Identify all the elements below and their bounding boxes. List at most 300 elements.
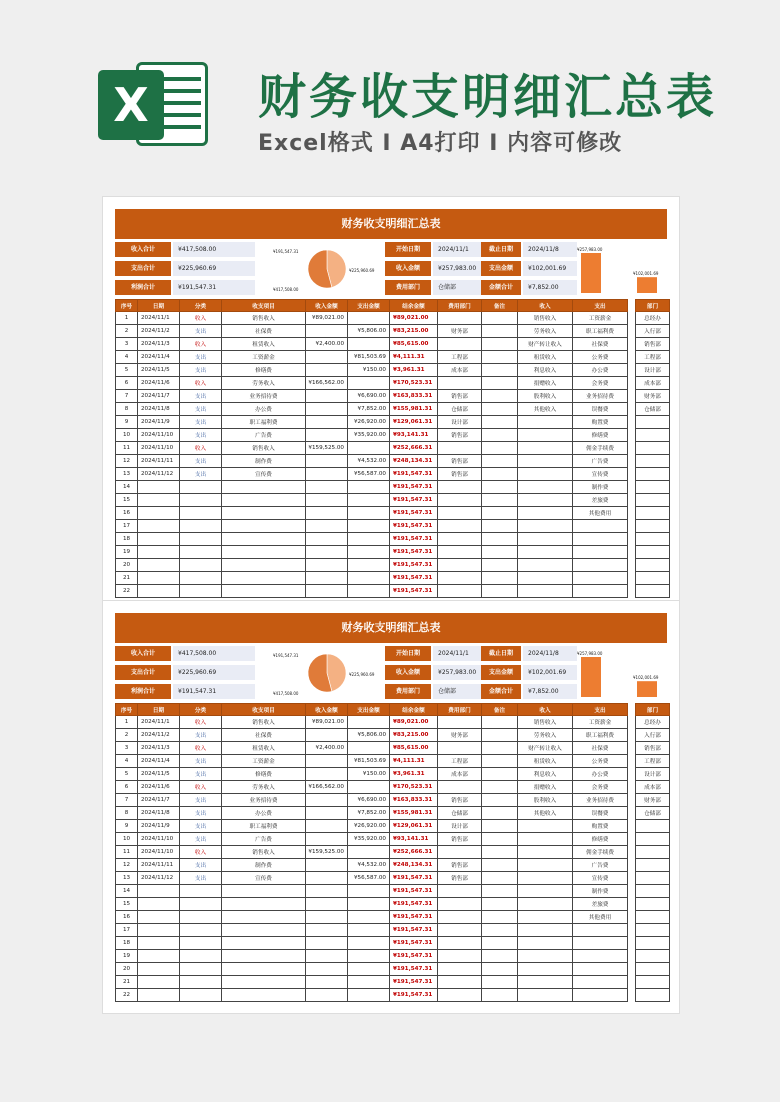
income-item-cell[interactable]: 财产转让收入 (518, 338, 573, 351)
cell-department[interactable] (438, 559, 482, 572)
department-cell[interactable] (636, 989, 670, 1002)
cell-index[interactable]: 3 (116, 338, 138, 351)
cell-item[interactable] (222, 989, 306, 1002)
cell-balance[interactable]: ¥191,547.31 (390, 507, 438, 520)
cell-balance[interactable]: ¥93,141.31 (390, 429, 438, 442)
expense-item-cell[interactable] (573, 546, 628, 559)
income-item-cell[interactable]: 其他收入 (518, 807, 573, 820)
cell-item[interactable] (222, 520, 306, 533)
expense-item-cell[interactable]: 公务费 (573, 755, 628, 768)
cell-date[interactable] (138, 937, 180, 950)
cell-item[interactable]: 修缮费 (222, 364, 306, 377)
expense-item-cell[interactable]: 购置费 (573, 820, 628, 833)
department-cell[interactable] (636, 494, 670, 507)
cell-balance[interactable]: ¥191,547.31 (390, 559, 438, 572)
department-cell[interactable]: 成本部 (636, 781, 670, 794)
cell-balance[interactable]: ¥155,981.31 (390, 807, 438, 820)
cell-balance[interactable]: ¥191,547.31 (390, 494, 438, 507)
cell-balance[interactable]: ¥248,134.31 (390, 859, 438, 872)
income-item-cell[interactable] (518, 963, 573, 976)
cell-balance[interactable]: ¥191,547.31 (390, 989, 438, 1002)
cell-balance[interactable]: ¥85,615.00 (390, 742, 438, 755)
cell-index[interactable]: 4 (116, 755, 138, 768)
cell-item[interactable]: 社保费 (222, 729, 306, 742)
cell-index[interactable]: 20 (116, 963, 138, 976)
cell-expense[interactable] (348, 950, 390, 963)
cell-index[interactable]: 1 (116, 312, 138, 325)
cell-expense[interactable]: ¥26,920.00 (348, 416, 390, 429)
cell-department[interactable] (438, 377, 482, 390)
income-item-cell[interactable] (518, 911, 573, 924)
income-item-cell[interactable] (518, 937, 573, 950)
cell-income[interactable] (306, 533, 348, 546)
cell-income[interactable] (306, 937, 348, 950)
cell-balance[interactable]: ¥3,961.31 (390, 768, 438, 781)
cell-income[interactable] (306, 416, 348, 429)
cell-date[interactable] (138, 989, 180, 1002)
cell-date[interactable]: 2024/11/6 (138, 377, 180, 390)
cell-expense[interactable]: ¥4,532.00 (348, 455, 390, 468)
cell-item[interactable] (222, 885, 306, 898)
cell-remark[interactable] (482, 507, 518, 520)
expense-item-cell[interactable] (573, 585, 628, 598)
expense-item-cell[interactable] (573, 533, 628, 546)
cell-category[interactable] (180, 976, 222, 989)
cell-balance[interactable]: ¥248,134.31 (390, 455, 438, 468)
cell-expense[interactable] (348, 781, 390, 794)
cell-income[interactable] (306, 520, 348, 533)
cell-income[interactable] (306, 325, 348, 338)
cell-item[interactable] (222, 911, 306, 924)
cell-date[interactable] (138, 898, 180, 911)
cell-index[interactable]: 6 (116, 781, 138, 794)
expense-item-cell[interactable] (573, 520, 628, 533)
cell-item[interactable]: 办公费 (222, 807, 306, 820)
cell-department[interactable] (438, 742, 482, 755)
cell-remark[interactable] (482, 559, 518, 572)
cell-department[interactable]: 工程部 (438, 755, 482, 768)
cell-remark[interactable] (482, 533, 518, 546)
cell-remark[interactable] (482, 768, 518, 781)
cell-income[interactable]: ¥166,562.00 (306, 377, 348, 390)
start-date-value[interactable]: 2024/11/1 (433, 646, 487, 661)
cell-item[interactable]: 劳务收入 (222, 377, 306, 390)
cell-index[interactable]: 21 (116, 976, 138, 989)
cell-balance[interactable]: ¥85,615.00 (390, 338, 438, 351)
cell-category[interactable]: 支出 (180, 820, 222, 833)
cell-expense[interactable] (348, 312, 390, 325)
amount-total-value[interactable]: ¥7,852.00 (523, 684, 577, 699)
cell-index[interactable]: 10 (116, 833, 138, 846)
department-cell[interactable] (636, 429, 670, 442)
department-cell[interactable] (636, 481, 670, 494)
cell-expense[interactable]: ¥56,587.00 (348, 872, 390, 885)
cell-item[interactable]: 销售收入 (222, 846, 306, 859)
expense-total-value[interactable]: ¥225,960.69 (173, 261, 255, 276)
cell-remark[interactable] (482, 585, 518, 598)
cell-department[interactable] (438, 989, 482, 1002)
income-item-cell[interactable]: 劳务收入 (518, 325, 573, 338)
cell-expense[interactable] (348, 442, 390, 455)
cell-index[interactable]: 22 (116, 989, 138, 1002)
cell-date[interactable] (138, 976, 180, 989)
expense-item-cell[interactable]: 广告费 (573, 859, 628, 872)
start-date-value[interactable]: 2024/11/1 (433, 242, 487, 257)
cell-category[interactable]: 支出 (180, 872, 222, 885)
cell-category[interactable]: 收入 (180, 781, 222, 794)
cell-category[interactable]: 收入 (180, 338, 222, 351)
cell-balance[interactable]: ¥83,215.00 (390, 325, 438, 338)
cell-item[interactable]: 销售收入 (222, 442, 306, 455)
cell-item[interactable] (222, 481, 306, 494)
cell-balance[interactable]: ¥191,547.31 (390, 546, 438, 559)
cell-date[interactable]: 2024/11/8 (138, 807, 180, 820)
cell-item[interactable] (222, 976, 306, 989)
cell-remark[interactable] (482, 403, 518, 416)
cell-date[interactable] (138, 572, 180, 585)
cell-item[interactable]: 制作费 (222, 455, 306, 468)
cell-category[interactable] (180, 546, 222, 559)
expense-item-cell[interactable]: 公务费 (573, 351, 628, 364)
cell-category[interactable]: 支出 (180, 807, 222, 820)
cell-item[interactable]: 工资薪金 (222, 755, 306, 768)
cell-remark[interactable] (482, 794, 518, 807)
cell-category[interactable] (180, 911, 222, 924)
cell-remark[interactable] (482, 494, 518, 507)
cell-remark[interactable] (482, 325, 518, 338)
cell-balance[interactable]: ¥155,981.31 (390, 403, 438, 416)
cell-income[interactable]: ¥159,525.00 (306, 442, 348, 455)
income-item-cell[interactable] (518, 585, 573, 598)
cell-expense[interactable]: ¥5,806.00 (348, 325, 390, 338)
income-item-cell[interactable]: 财产转让收入 (518, 742, 573, 755)
cell-item[interactable] (222, 559, 306, 572)
cell-date[interactable] (138, 963, 180, 976)
income-item-cell[interactable] (518, 846, 573, 859)
cell-category[interactable]: 收入 (180, 846, 222, 859)
expense-dept-value[interactable]: 仓储部 (433, 280, 487, 295)
cell-item[interactable] (222, 924, 306, 937)
cell-remark[interactable] (482, 911, 518, 924)
expense-item-cell[interactable] (573, 559, 628, 572)
cell-income[interactable] (306, 403, 348, 416)
cell-date[interactable]: 2024/11/7 (138, 794, 180, 807)
income-item-cell[interactable] (518, 833, 573, 846)
cell-index[interactable]: 17 (116, 520, 138, 533)
department-cell[interactable]: 工程部 (636, 351, 670, 364)
cell-balance[interactable]: ¥191,547.31 (390, 520, 438, 533)
cell-category[interactable]: 支出 (180, 390, 222, 403)
expense-item-cell[interactable]: 宣传费 (573, 872, 628, 885)
cell-index[interactable]: 1 (116, 716, 138, 729)
cell-index[interactable]: 20 (116, 559, 138, 572)
cell-item[interactable]: 修缮费 (222, 768, 306, 781)
amount-total-value[interactable]: ¥7,852.00 (523, 280, 577, 295)
cell-index[interactable]: 6 (116, 377, 138, 390)
department-cell[interactable]: 销售部 (636, 338, 670, 351)
expense-item-cell[interactable]: 修缮费 (573, 429, 628, 442)
cell-category[interactable] (180, 950, 222, 963)
cell-remark[interactable] (482, 312, 518, 325)
cell-remark[interactable] (482, 729, 518, 742)
cell-remark[interactable] (482, 807, 518, 820)
cell-income[interactable] (306, 729, 348, 742)
cell-department[interactable]: 销售部 (438, 833, 482, 846)
expense-item-cell[interactable] (573, 924, 628, 937)
cell-income[interactable] (306, 559, 348, 572)
cell-category[interactable]: 支出 (180, 755, 222, 768)
cell-item[interactable]: 职工福利费 (222, 820, 306, 833)
expense-item-cell[interactable]: 宣传费 (573, 468, 628, 481)
department-cell[interactable] (636, 924, 670, 937)
cell-category[interactable] (180, 585, 222, 598)
income-item-cell[interactable] (518, 924, 573, 937)
cell-category[interactable]: 支出 (180, 403, 222, 416)
expense-amount-value[interactable]: ¥102,001.69 (523, 261, 577, 276)
cell-balance[interactable]: ¥129,061.31 (390, 820, 438, 833)
cell-date[interactable]: 2024/11/12 (138, 468, 180, 481)
expense-item-cell[interactable]: 办公费 (573, 364, 628, 377)
income-item-cell[interactable] (518, 533, 573, 546)
income-item-cell[interactable] (518, 885, 573, 898)
cell-date[interactable]: 2024/11/3 (138, 338, 180, 351)
income-item-cell[interactable] (518, 546, 573, 559)
cell-expense[interactable] (348, 559, 390, 572)
cell-remark[interactable] (482, 716, 518, 729)
income-item-cell[interactable]: 销售收入 (518, 716, 573, 729)
cell-remark[interactable] (482, 833, 518, 846)
expense-item-cell[interactable]: 差旅费 (573, 494, 628, 507)
cell-item[interactable] (222, 950, 306, 963)
cell-income[interactable] (306, 950, 348, 963)
cell-balance[interactable]: ¥163,833.31 (390, 794, 438, 807)
cell-expense[interactable] (348, 976, 390, 989)
cell-category[interactable]: 支出 (180, 429, 222, 442)
cell-expense[interactable] (348, 572, 390, 585)
expense-item-cell[interactable]: 办公费 (573, 768, 628, 781)
income-item-cell[interactable]: 股利收入 (518, 794, 573, 807)
cell-income[interactable] (306, 794, 348, 807)
cell-category[interactable] (180, 898, 222, 911)
cell-category[interactable] (180, 885, 222, 898)
income-item-cell[interactable] (518, 898, 573, 911)
cell-category[interactable] (180, 507, 222, 520)
cell-date[interactable]: 2024/11/7 (138, 390, 180, 403)
cell-index[interactable]: 15 (116, 494, 138, 507)
department-cell[interactable] (636, 546, 670, 559)
cell-item[interactable]: 办公费 (222, 403, 306, 416)
cell-department[interactable] (438, 312, 482, 325)
department-cell[interactable]: 设计部 (636, 768, 670, 781)
cell-remark[interactable] (482, 937, 518, 950)
cell-index[interactable]: 3 (116, 742, 138, 755)
cell-remark[interactable] (482, 924, 518, 937)
cell-balance[interactable]: ¥191,547.31 (390, 468, 438, 481)
cell-department[interactable] (438, 338, 482, 351)
department-cell[interactable] (636, 455, 670, 468)
cell-department[interactable] (438, 481, 482, 494)
cell-expense[interactable]: ¥35,920.00 (348, 429, 390, 442)
cell-department[interactable] (438, 976, 482, 989)
cell-expense[interactable] (348, 885, 390, 898)
cell-date[interactable]: 2024/11/10 (138, 833, 180, 846)
cell-remark[interactable] (482, 390, 518, 403)
cell-date[interactable]: 2024/11/11 (138, 859, 180, 872)
department-cell[interactable] (636, 911, 670, 924)
cell-item[interactable] (222, 546, 306, 559)
cell-index[interactable]: 11 (116, 846, 138, 859)
expense-item-cell[interactable]: 修缮费 (573, 833, 628, 846)
cell-department[interactable] (438, 546, 482, 559)
cell-item[interactable]: 业务招待费 (222, 390, 306, 403)
cell-date[interactable] (138, 507, 180, 520)
cell-index[interactable]: 17 (116, 924, 138, 937)
cell-category[interactable]: 支出 (180, 455, 222, 468)
cell-expense[interactable] (348, 520, 390, 533)
cell-date[interactable]: 2024/11/2 (138, 325, 180, 338)
cell-balance[interactable]: ¥191,547.31 (390, 924, 438, 937)
cell-department[interactable]: 销售部 (438, 872, 482, 885)
expense-item-cell[interactable]: 社保费 (573, 742, 628, 755)
cell-category[interactable] (180, 494, 222, 507)
cell-department[interactable]: 销售部 (438, 390, 482, 403)
cell-income[interactable] (306, 807, 348, 820)
cell-date[interactable] (138, 546, 180, 559)
cell-category[interactable]: 收入 (180, 716, 222, 729)
department-cell[interactable] (636, 859, 670, 872)
expense-total-value[interactable]: ¥225,960.69 (173, 665, 255, 680)
cell-expense[interactable]: ¥6,690.00 (348, 390, 390, 403)
cell-index[interactable]: 7 (116, 794, 138, 807)
profit-total-value[interactable]: ¥191,547.31 (173, 684, 255, 699)
income-item-cell[interactable] (518, 989, 573, 1002)
cell-item[interactable]: 租赁收入 (222, 338, 306, 351)
cell-remark[interactable] (482, 885, 518, 898)
cell-department[interactable]: 销售部 (438, 468, 482, 481)
cell-remark[interactable] (482, 742, 518, 755)
cell-date[interactable]: 2024/11/9 (138, 416, 180, 429)
cell-item[interactable] (222, 507, 306, 520)
cell-category[interactable]: 收入 (180, 312, 222, 325)
cell-expense[interactable]: ¥6,690.00 (348, 794, 390, 807)
cell-remark[interactable] (482, 546, 518, 559)
cell-balance[interactable]: ¥191,547.31 (390, 572, 438, 585)
cell-department[interactable]: 设计部 (438, 416, 482, 429)
cell-category[interactable] (180, 937, 222, 950)
cell-expense[interactable]: ¥81,503.69 (348, 755, 390, 768)
expense-item-cell[interactable] (573, 572, 628, 585)
cell-category[interactable]: 支出 (180, 768, 222, 781)
cell-income[interactable] (306, 924, 348, 937)
cell-category[interactable]: 支出 (180, 325, 222, 338)
income-item-cell[interactable]: 捐赠收入 (518, 781, 573, 794)
department-cell[interactable]: 成本部 (636, 377, 670, 390)
cell-index[interactable]: 14 (116, 885, 138, 898)
cell-expense[interactable] (348, 911, 390, 924)
cell-category[interactable] (180, 559, 222, 572)
income-item-cell[interactable]: 劳务收入 (518, 729, 573, 742)
cell-category[interactable]: 支出 (180, 859, 222, 872)
cell-item[interactable]: 制作费 (222, 859, 306, 872)
profit-total-value[interactable]: ¥191,547.31 (173, 280, 255, 295)
cell-department[interactable] (438, 885, 482, 898)
cell-balance[interactable]: ¥170,523.31 (390, 377, 438, 390)
cell-date[interactable]: 2024/11/6 (138, 781, 180, 794)
income-item-cell[interactable] (518, 442, 573, 455)
cell-department[interactable]: 成本部 (438, 364, 482, 377)
income-item-cell[interactable]: 销售收入 (518, 312, 573, 325)
cell-index[interactable]: 16 (116, 911, 138, 924)
cell-income[interactable] (306, 455, 348, 468)
cell-income[interactable] (306, 898, 348, 911)
cell-income[interactable]: ¥2,400.00 (306, 338, 348, 351)
cell-balance[interactable]: ¥93,141.31 (390, 833, 438, 846)
cell-department[interactable] (438, 963, 482, 976)
cell-category[interactable] (180, 533, 222, 546)
cell-income[interactable] (306, 859, 348, 872)
cell-expense[interactable]: ¥35,920.00 (348, 833, 390, 846)
cell-date[interactable] (138, 885, 180, 898)
cell-date[interactable]: 2024/11/10 (138, 442, 180, 455)
cell-income[interactable] (306, 481, 348, 494)
cell-category[interactable]: 支出 (180, 794, 222, 807)
cell-income[interactable] (306, 585, 348, 598)
cell-department[interactable] (438, 950, 482, 963)
cell-expense[interactable]: ¥150.00 (348, 768, 390, 781)
cell-index[interactable]: 8 (116, 403, 138, 416)
income-amount-value[interactable]: ¥257,983.00 (433, 665, 487, 680)
cell-income[interactable] (306, 820, 348, 833)
cell-date[interactable]: 2024/11/2 (138, 729, 180, 742)
cell-income[interactable] (306, 755, 348, 768)
expense-item-cell[interactable] (573, 963, 628, 976)
cell-income[interactable]: ¥2,400.00 (306, 742, 348, 755)
cell-item[interactable] (222, 494, 306, 507)
income-item-cell[interactable] (518, 950, 573, 963)
department-cell[interactable] (636, 507, 670, 520)
income-item-cell[interactable] (518, 859, 573, 872)
cell-category[interactable]: 收入 (180, 742, 222, 755)
cell-balance[interactable]: ¥191,547.31 (390, 976, 438, 989)
cell-department[interactable]: 财务部 (438, 729, 482, 742)
cell-department[interactable] (438, 924, 482, 937)
department-cell[interactable]: 总经办 (636, 312, 670, 325)
cell-income[interactable] (306, 351, 348, 364)
cell-department[interactable] (438, 846, 482, 859)
department-cell[interactable] (636, 416, 670, 429)
cell-balance[interactable]: ¥252,666.31 (390, 442, 438, 455)
cell-category[interactable]: 收入 (180, 377, 222, 390)
income-item-cell[interactable] (518, 520, 573, 533)
expense-item-cell[interactable]: 其他费用 (573, 507, 628, 520)
department-cell[interactable]: 财务部 (636, 794, 670, 807)
cell-income[interactable] (306, 468, 348, 481)
cell-index[interactable]: 8 (116, 807, 138, 820)
cell-index[interactable]: 16 (116, 507, 138, 520)
cell-income[interactable] (306, 911, 348, 924)
cell-date[interactable]: 2024/11/5 (138, 364, 180, 377)
income-item-cell[interactable] (518, 494, 573, 507)
cell-expense[interactable] (348, 989, 390, 1002)
cell-category[interactable]: 支出 (180, 729, 222, 742)
department-cell[interactable]: 财务部 (636, 390, 670, 403)
expense-item-cell[interactable]: 职工福利费 (573, 325, 628, 338)
department-cell[interactable] (636, 846, 670, 859)
cell-department[interactable]: 工程部 (438, 351, 482, 364)
cell-category[interactable] (180, 520, 222, 533)
expense-item-cell[interactable]: 购置费 (573, 416, 628, 429)
cell-index[interactable]: 13 (116, 468, 138, 481)
